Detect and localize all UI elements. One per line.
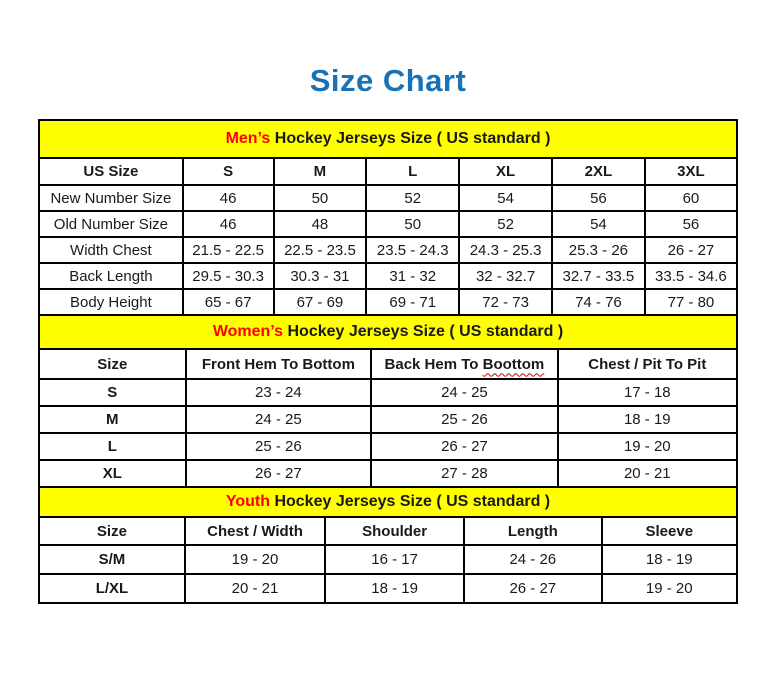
size-value: 50 — [274, 185, 367, 211]
size-value: 31 - 32 — [366, 263, 459, 289]
size-value: 27 - 28 — [371, 460, 557, 487]
youth-header-row — [39, 517, 737, 545]
row-label: Old Number Size — [39, 211, 183, 237]
table-row — [39, 211, 737, 237]
size-value: 33.5 - 34.6 — [645, 263, 737, 289]
size-value: 17 - 18 — [558, 379, 737, 406]
womens-header-row — [39, 349, 737, 379]
column-header: Size — [39, 517, 185, 545]
size-value: 29.5 - 30.3 — [183, 263, 274, 289]
size-value: 24 - 25 — [186, 406, 372, 433]
row-label: S/M — [39, 545, 185, 574]
row-label: Back Length — [39, 263, 183, 289]
size-value: 18 - 19 — [558, 406, 737, 433]
size-value: 21.5 - 22.5 — [183, 237, 274, 263]
section-header-text: Hockey Jerseys Size ( US standard ) — [270, 493, 551, 510]
column-header: Back Hem To Boottom — [371, 349, 557, 379]
size-value: 24 - 25 — [371, 379, 557, 406]
size-value: 52 — [459, 211, 552, 237]
mens-header-row — [39, 158, 737, 185]
size-chart-tables — [38, 119, 738, 604]
size-value: 69 - 71 — [366, 289, 459, 315]
row-label: Width Chest — [39, 237, 183, 263]
size-value: 26 - 27 — [464, 574, 602, 603]
column-header: Chest / Pit To Pit — [558, 349, 737, 379]
section-header-highlight: Youth — [225, 493, 270, 510]
size-value: 26 - 27 — [186, 460, 372, 487]
size-value: 16 - 17 — [325, 545, 464, 574]
size-value: 32.7 - 33.5 — [552, 263, 645, 289]
mens-band-row — [39, 120, 737, 158]
size-value: 77 - 80 — [645, 289, 737, 315]
mens-section-header — [39, 120, 737, 158]
youth-band-row — [39, 487, 737, 517]
size-value: 26 - 27 — [371, 433, 557, 460]
row-label: XL — [39, 460, 186, 487]
column-header: S — [183, 158, 274, 185]
size-value: 24 - 26 — [464, 545, 602, 574]
size-value: 30.3 - 31 — [274, 263, 367, 289]
size-value: 74 - 76 — [552, 289, 645, 315]
size-value: 54 — [459, 185, 552, 211]
row-label: New Number Size — [39, 185, 183, 211]
column-header: Size — [39, 349, 186, 379]
size-value: 23.5 - 24.3 — [366, 237, 459, 263]
column-header: US Size — [39, 158, 183, 185]
table-row — [39, 433, 737, 460]
row-label: Body Height — [39, 289, 183, 315]
size-value: 52 — [366, 185, 459, 211]
size-value: 46 — [183, 211, 274, 237]
womens-band-row — [39, 315, 737, 349]
row-label: L — [39, 433, 186, 460]
size-value: 67 - 69 — [274, 289, 367, 315]
misspelled-word: Boottom — [482, 355, 545, 373]
size-value: 25 - 26 — [186, 433, 372, 460]
row-label: L/XL — [39, 574, 185, 603]
table-row — [39, 460, 737, 487]
size-value: 20 - 21 — [185, 574, 325, 603]
row-label: M — [39, 406, 186, 433]
page-title: Size Chart — [309, 63, 467, 98]
column-header: Length — [464, 517, 602, 545]
table-row — [39, 263, 737, 289]
size-value: 65 - 67 — [183, 289, 274, 315]
table-row — [39, 379, 737, 406]
size-value: 23 - 24 — [186, 379, 372, 406]
size-value: 50 — [366, 211, 459, 237]
size-value: 48 — [274, 211, 367, 237]
section-header-text: Hockey Jerseys Size ( US standard ) — [283, 323, 564, 340]
size-value: 60 — [645, 185, 737, 211]
column-header: 2XL — [552, 158, 645, 185]
column-header: Chest / Width — [185, 517, 325, 545]
table-row — [39, 406, 737, 433]
table-row — [39, 185, 737, 211]
column-header: M — [274, 158, 367, 185]
column-header: Sleeve — [602, 517, 737, 545]
column-header: Shoulder — [325, 517, 464, 545]
size-value: 18 - 19 — [602, 545, 737, 574]
womens-size-table — [38, 314, 738, 488]
size-value: 19 - 20 — [558, 433, 737, 460]
size-value: 54 — [552, 211, 645, 237]
womens-section-header — [39, 315, 737, 349]
size-value: 24.3 - 25.3 — [459, 237, 552, 263]
size-value: 25.3 - 26 — [552, 237, 645, 263]
size-value: 19 - 20 — [602, 574, 737, 603]
size-value: 26 - 27 — [645, 237, 737, 263]
size-value: 56 — [552, 185, 645, 211]
table-row — [39, 574, 737, 603]
youth-size-table — [38, 486, 738, 604]
size-value: 20 - 21 — [558, 460, 737, 487]
mens-size-table — [38, 119, 738, 316]
column-header: XL — [459, 158, 552, 185]
size-value: 19 - 20 — [185, 545, 325, 574]
table-row — [39, 289, 737, 315]
size-value: 56 — [645, 211, 737, 237]
section-header-highlight: Women’s — [212, 323, 284, 340]
row-label: S — [39, 379, 186, 406]
youth-section-header — [39, 487, 737, 517]
size-value: 72 - 73 — [459, 289, 552, 315]
table-row — [39, 545, 737, 574]
size-value: 32 - 32.7 — [459, 263, 552, 289]
column-header: L — [366, 158, 459, 185]
section-header-text: Hockey Jerseys Size ( US standard ) — [270, 130, 551, 147]
column-header: Front Hem To Bottom — [186, 349, 372, 379]
table-row — [39, 237, 737, 263]
section-header-highlight: Men’s — [225, 130, 271, 147]
size-value: 18 - 19 — [325, 574, 464, 603]
size-value: 25 - 26 — [371, 406, 557, 433]
size-value: 46 — [183, 185, 274, 211]
column-header: 3XL — [645, 158, 737, 185]
size-value: 22.5 - 23.5 — [274, 237, 367, 263]
